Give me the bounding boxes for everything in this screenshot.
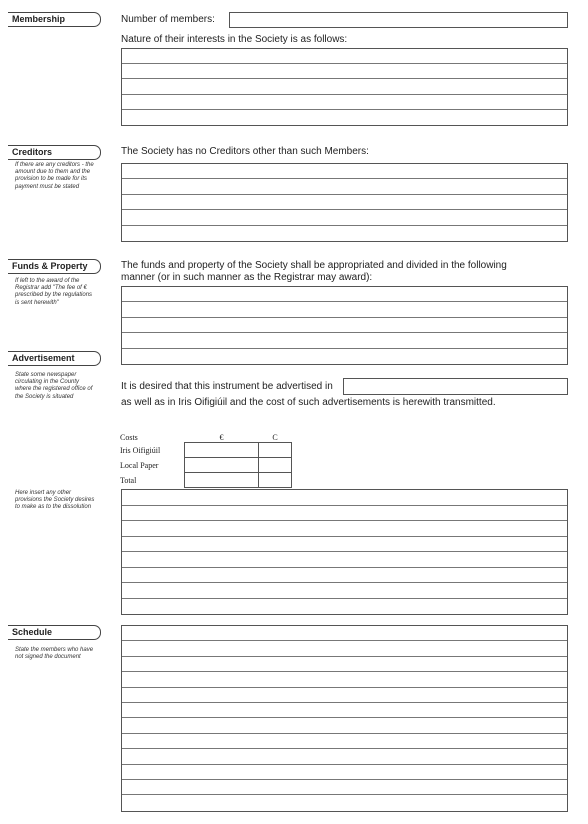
funds-grid[interactable]	[121, 286, 568, 365]
schedule-grid[interactable]	[121, 625, 568, 812]
costs-row-label: Total	[120, 475, 137, 485]
costs-col-cent: C	[272, 432, 278, 442]
grid-row[interactable]	[122, 210, 567, 225]
schedule-tab-label: Schedule	[12, 627, 53, 637]
costs-row-label: Local Paper	[120, 460, 159, 470]
grid-row[interactable]	[122, 795, 567, 810]
grid-row[interactable]	[122, 599, 567, 615]
grid-row[interactable]	[122, 287, 567, 302]
grid-row[interactable]	[122, 626, 567, 641]
other-provisions-grid[interactable]	[121, 489, 568, 615]
costs-table	[120, 432, 292, 488]
costs-cent-cell[interactable]	[259, 443, 292, 458]
costs-cent-cell[interactable]	[259, 473, 292, 488]
funds-note: If left to the award of the Registrar add "The fee of € prescribed by the regulations is sent herewith"	[15, 278, 93, 306]
number-of-members-field[interactable]	[229, 12, 568, 28]
newspaper-field[interactable]	[343, 378, 568, 395]
creditors-note: If there are any creditors - the amount due to them and the provision to be made for its payment must be stated	[15, 162, 94, 190]
grid-row[interactable]	[122, 749, 567, 764]
grid-row[interactable]	[122, 49, 567, 64]
grid-row[interactable]	[122, 79, 567, 94]
grid-row[interactable]	[122, 195, 567, 210]
advertisement-tab	[8, 351, 101, 366]
grid-row[interactable]	[122, 506, 567, 522]
creditors-tab-label: Creditors	[12, 147, 53, 157]
costs-col-euro: €	[219, 432, 224, 442]
grid-row[interactable]	[122, 349, 567, 364]
grid-row[interactable]	[122, 490, 567, 506]
schedule-tab	[8, 625, 101, 640]
funds-line-2: manner (or in such manner as the Registrar may award):	[121, 272, 373, 283]
grid-row[interactable]	[122, 718, 567, 733]
costs-heading: Costs	[120, 432, 138, 442]
grid-row[interactable]	[122, 583, 567, 599]
grid-row[interactable]	[122, 110, 567, 125]
schedule-note: State the members who have not signed the document	[15, 647, 94, 661]
creditors-tab	[8, 145, 101, 160]
grid-row[interactable]	[122, 780, 567, 795]
grid-row[interactable]	[122, 226, 567, 241]
number-of-members-label: Number of members:	[121, 14, 215, 25]
grid-row[interactable]	[122, 552, 567, 568]
grid-row[interactable]	[122, 688, 567, 703]
grid-row[interactable]	[122, 657, 567, 672]
grid-row[interactable]	[122, 672, 567, 687]
funds-line-1: The funds and property of the Society shall be appropriated and divided in the following	[121, 260, 507, 271]
grid-row[interactable]	[122, 164, 567, 179]
grid-row[interactable]	[122, 318, 567, 333]
costs-euro-cell[interactable]	[185, 443, 259, 458]
membership-tab	[8, 12, 101, 27]
costs-euro-cell[interactable]	[185, 458, 259, 473]
interests-grid[interactable]	[121, 48, 568, 126]
interests-label: Nature of their interests in the Society is as follows:	[121, 34, 348, 45]
grid-row[interactable]	[122, 333, 567, 348]
funds-property-tab-label: Funds & Property	[12, 261, 88, 271]
grid-row[interactable]	[122, 537, 567, 553]
grid-row[interactable]	[122, 179, 567, 194]
funds-property-tab	[8, 259, 101, 274]
creditors-statement: The Society has no Creditors other than such Members:	[121, 146, 369, 157]
grid-row[interactable]	[122, 641, 567, 656]
advertisement-tab-label: Advertisement	[12, 353, 75, 363]
costs-euro-cell[interactable]	[185, 473, 259, 488]
advertisement-note: State some newspaper circulating in the County where the registered office of the Society is situated	[15, 372, 93, 400]
grid-row[interactable]	[122, 568, 567, 584]
grid-row[interactable]	[122, 765, 567, 780]
costs-cent-cell[interactable]	[259, 458, 292, 473]
grid-row[interactable]	[122, 703, 567, 718]
creditors-grid[interactable]	[121, 163, 568, 242]
grid-row[interactable]	[122, 302, 567, 317]
advertisement-line-1: It is desired that this instrument be advertised in	[121, 381, 333, 392]
costs-row-label: Iris Oifigiúil	[120, 445, 161, 455]
advertisement-line-2: as well as in Iris Oifigiúil and the cost of such advertisements is herewith transmitted.	[121, 397, 496, 408]
grid-row[interactable]	[122, 734, 567, 749]
other-provisions-note: Here insert any other provisions the Society desires to make as to the dissolution	[15, 490, 95, 511]
membership-tab-label: Membership	[12, 14, 66, 24]
grid-row[interactable]	[122, 64, 567, 79]
grid-row[interactable]	[122, 95, 567, 110]
grid-row[interactable]	[122, 521, 567, 537]
